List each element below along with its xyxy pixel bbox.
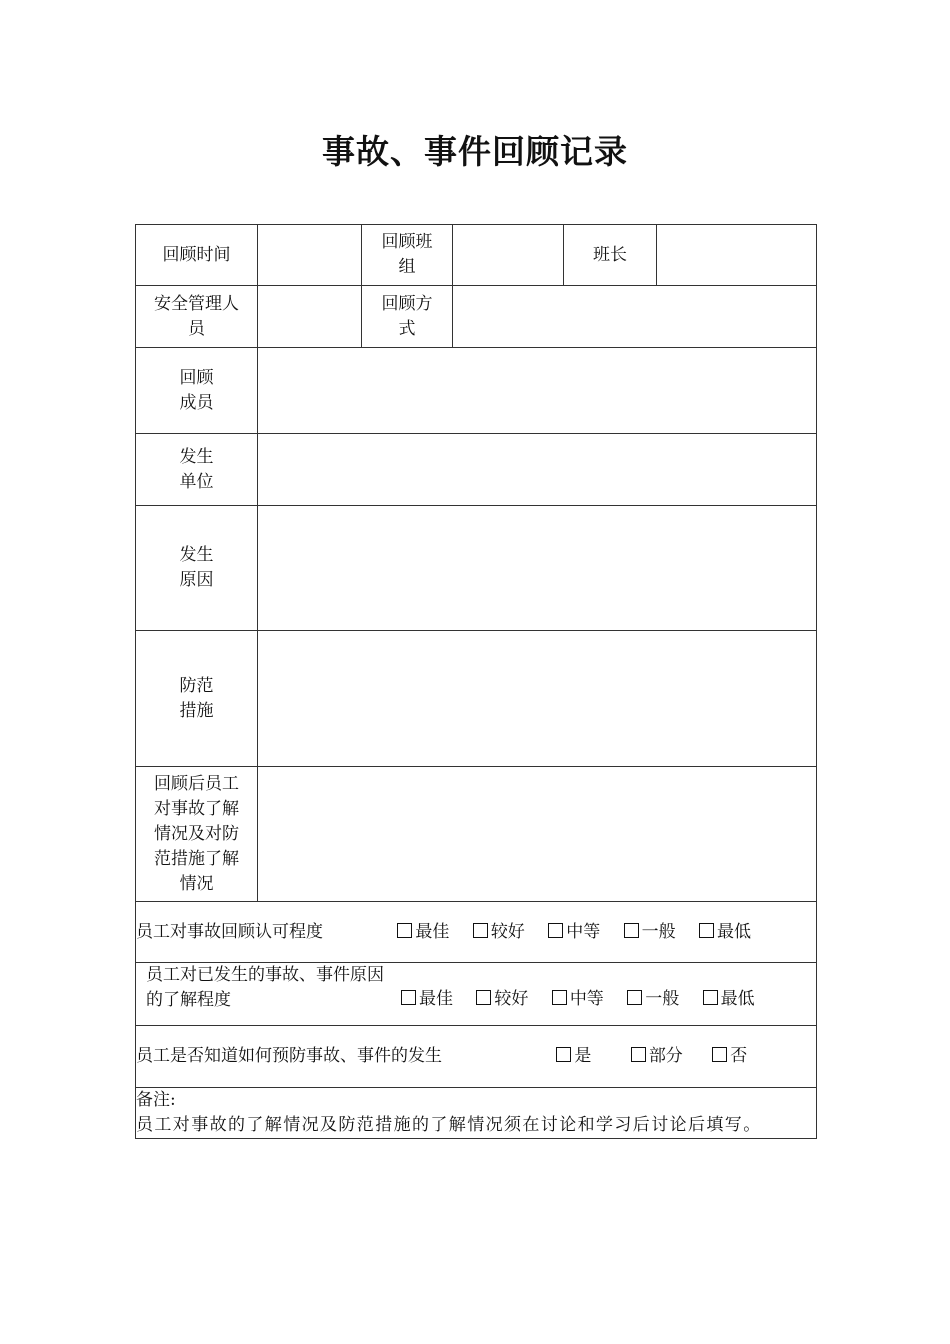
remarks-text: 员工对事故的了解情况及防范措施的了解情况须在讨论和学习后讨论后填写。 [136, 1115, 762, 1135]
option-average[interactable]: 一般 [627, 987, 679, 1012]
checkbox-icon[interactable] [548, 923, 563, 938]
table-row [136, 225, 817, 286]
prevention-measures-field[interactable] [258, 631, 817, 767]
table-row [136, 434, 817, 506]
checkbox-icon[interactable] [712, 1047, 727, 1062]
prevention-knowledge-question [136, 1026, 817, 1088]
table-row [136, 767, 817, 902]
table-row [136, 348, 817, 434]
option-partial[interactable]: 部分 [631, 1044, 683, 1069]
option-best[interactable]: 最佳 [401, 987, 453, 1012]
cause-understanding-question [136, 963, 817, 1026]
review-time-field[interactable] [258, 225, 362, 286]
review-group-field[interactable] [453, 225, 564, 286]
cause-understanding-question-text: 员工对已发生的事故、事件原因 的了解程度 [146, 965, 384, 1010]
review-method-label: 回顾方式 [362, 286, 453, 348]
checkbox-icon[interactable] [552, 990, 567, 1005]
option-lowest[interactable]: 最低 [703, 987, 755, 1012]
option-good[interactable]: 较好 [476, 987, 528, 1012]
checkbox-icon[interactable] [627, 990, 642, 1005]
prevention-measures-label: 防范 措施 [136, 631, 258, 767]
safety-manager-field[interactable] [258, 286, 362, 348]
checkbox-icon[interactable] [703, 990, 718, 1005]
checkbox-icon[interactable] [473, 923, 488, 938]
option-average[interactable]: 一般 [624, 920, 676, 945]
option-lowest[interactable]: 最低 [699, 920, 751, 945]
option-yes[interactable]: 是 [556, 1044, 591, 1069]
table-row [136, 1026, 817, 1088]
review-form-table [135, 224, 817, 1139]
page-title: 事故、事件回顾记录 [322, 132, 628, 171]
employee-understanding-field[interactable] [258, 767, 817, 902]
checkbox-icon[interactable] [631, 1047, 646, 1062]
checkbox-icon[interactable] [699, 923, 714, 938]
review-method-field[interactable] [453, 286, 817, 348]
checkbox-icon[interactable] [401, 990, 416, 1005]
table-row [136, 963, 817, 1026]
acceptance-question [136, 902, 817, 963]
option-best[interactable]: 最佳 [397, 920, 449, 945]
occurrence-unit-field[interactable] [258, 434, 817, 506]
option-no[interactable]: 否 [712, 1044, 747, 1069]
employee-understanding-label: 回顾后员工 对事故了解 情况及对防 范措施了解 情况 [136, 767, 258, 902]
option-medium[interactable]: 中等 [548, 920, 600, 945]
remarks-label: 备注: [136, 1090, 176, 1110]
review-members-field[interactable] [258, 348, 817, 434]
checkbox-icon[interactable] [624, 923, 639, 938]
option-medium[interactable]: 中等 [552, 987, 604, 1012]
checkbox-icon[interactable] [397, 923, 412, 938]
table-row [136, 902, 817, 963]
review-group-label: 回顾班组 [362, 225, 453, 286]
team-leader-field[interactable] [657, 225, 817, 286]
option-good[interactable]: 较好 [473, 920, 525, 945]
remarks [136, 1088, 817, 1139]
table-row [136, 1088, 817, 1139]
occurrence-cause-label: 发生 原因 [136, 506, 258, 631]
review-time-label: 回顾时间 [136, 225, 258, 286]
table-row [136, 506, 817, 631]
table-row [136, 631, 817, 767]
table-row [136, 286, 817, 348]
occurrence-unit-label: 发生 单位 [136, 434, 258, 506]
occurrence-cause-field[interactable] [258, 506, 817, 631]
prevention-knowledge-question-text: 员工是否知道如何预防事故、事件的发生 [136, 1046, 442, 1066]
acceptance-question-text: 员工对事故回顾认可程度 [136, 921, 323, 942]
team-leader-label: 班长 [564, 225, 657, 286]
checkbox-icon[interactable] [476, 990, 491, 1005]
safety-manager-label: 安全管理人员 [136, 286, 258, 348]
review-members-label: 回顾 成员 [136, 348, 258, 434]
checkbox-icon[interactable] [556, 1047, 571, 1062]
